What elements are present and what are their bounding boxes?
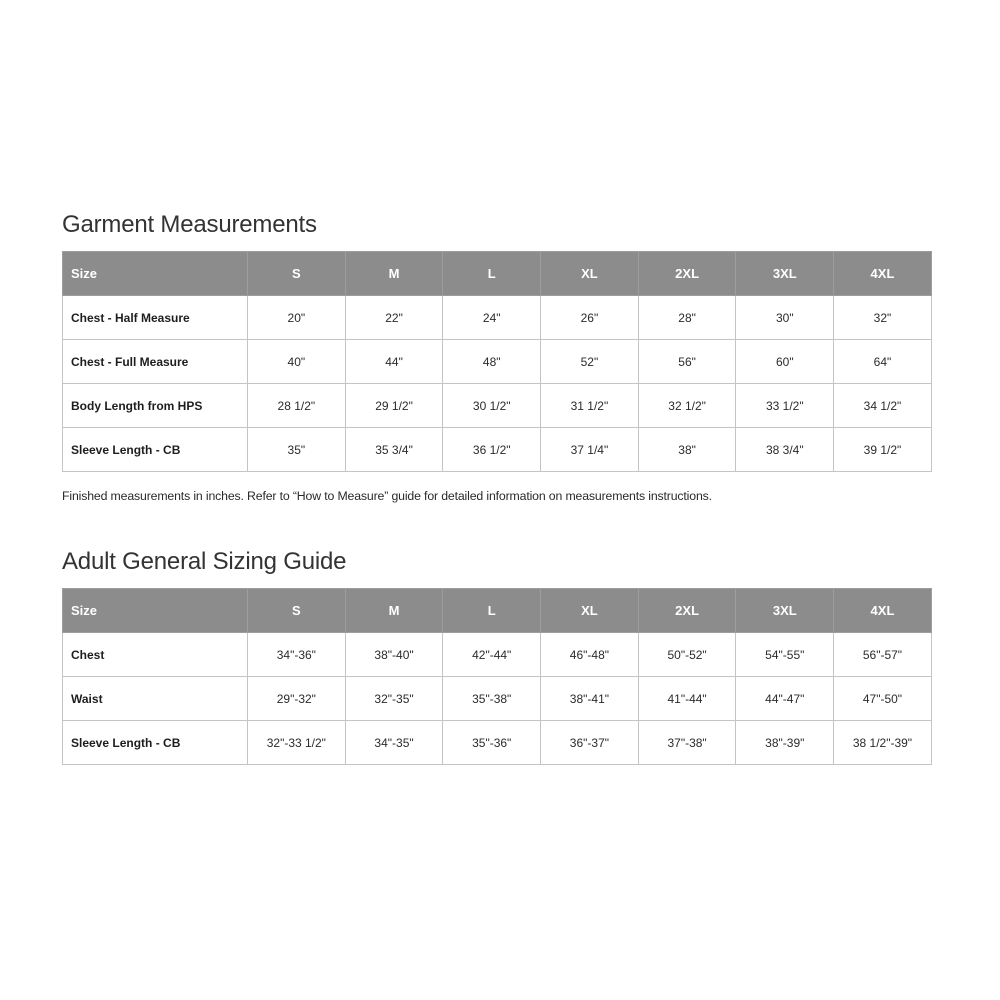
table-cell: 26" <box>541 296 639 340</box>
header-cell-2xl: 2XL <box>638 589 736 633</box>
row-label: Body Length from HPS <box>63 384 248 428</box>
table-row <box>63 340 932 384</box>
table-cell: 34"-35" <box>345 721 443 765</box>
table-cell: 38"-41" <box>541 677 639 721</box>
table-cell: 41"-44" <box>638 677 736 721</box>
table-cell: 42"-44" <box>443 633 541 677</box>
table-row <box>63 428 932 472</box>
table-cell: 34"-36" <box>248 633 346 677</box>
table-cell: 48" <box>443 340 541 384</box>
table-cell: 40" <box>248 340 346 384</box>
table-cell: 22" <box>345 296 443 340</box>
table-cell: 36 1/2" <box>443 428 541 472</box>
adult-sizing-guide-title: Adult General Sizing Guide <box>62 548 347 575</box>
table-cell: 37 1/4" <box>541 428 639 472</box>
row-label: Sleeve Length - CB <box>63 428 248 472</box>
table-cell: 47"-50" <box>834 677 932 721</box>
table-cell: 60" <box>736 340 834 384</box>
table-cell: 44" <box>345 340 443 384</box>
row-label: Chest - Full Measure <box>63 340 248 384</box>
table-cell: 32"-35" <box>345 677 443 721</box>
garment-measurements-title: Garment Measurements <box>62 211 317 238</box>
table-cell: 20" <box>248 296 346 340</box>
header-cell-l: L <box>443 589 541 633</box>
table-header-row <box>63 589 932 633</box>
header-cell-s: S <box>248 252 346 296</box>
table-row <box>63 677 932 721</box>
table-cell: 50"-52" <box>638 633 736 677</box>
table-cell: 28 1/2" <box>248 384 346 428</box>
table-cell: 56"-57" <box>834 633 932 677</box>
table-row <box>63 633 932 677</box>
table-cell: 64" <box>834 340 932 384</box>
table-cell: 32"-33 1/2" <box>248 721 346 765</box>
header-cell-size: Size <box>63 589 248 633</box>
table-cell: 38" <box>638 428 736 472</box>
row-label: Chest <box>63 633 248 677</box>
table-cell: 31 1/2" <box>541 384 639 428</box>
table-cell: 54"-55" <box>736 633 834 677</box>
table-cell: 38 3/4" <box>736 428 834 472</box>
table-cell: 38"-39" <box>736 721 834 765</box>
table-cell: 35" <box>248 428 346 472</box>
table-row <box>63 721 932 765</box>
header-cell-size: Size <box>63 252 248 296</box>
table-cell: 37"-38" <box>638 721 736 765</box>
table-cell: 32 1/2" <box>638 384 736 428</box>
table-cell: 56" <box>638 340 736 384</box>
measurement-footnote: Finished measurements in inches. Refer to “How to Measure” guide for detailed information on measurements instructions. <box>62 489 712 503</box>
table-cell: 35"-36" <box>443 721 541 765</box>
row-label: Waist <box>63 677 248 721</box>
header-cell-4xl: 4XL <box>834 589 932 633</box>
table-cell: 38"-40" <box>345 633 443 677</box>
header-cell-xl: XL <box>541 589 639 633</box>
table-cell: 29"-32" <box>248 677 346 721</box>
table-cell: 35"-38" <box>443 677 541 721</box>
table-cell: 35 3/4" <box>345 428 443 472</box>
garment-measurements-table <box>62 251 932 472</box>
header-cell-xl: XL <box>541 252 639 296</box>
header-cell-m: M <box>345 589 443 633</box>
table-cell: 52" <box>541 340 639 384</box>
table-cell: 29 1/2" <box>345 384 443 428</box>
table-cell: 34 1/2" <box>834 384 932 428</box>
table-cell: 36"-37" <box>541 721 639 765</box>
header-cell-s: S <box>248 589 346 633</box>
header-cell-4xl: 4XL <box>834 252 932 296</box>
row-label: Sleeve Length - CB <box>63 721 248 765</box>
header-cell-3xl: 3XL <box>736 589 834 633</box>
table-cell: 39 1/2" <box>834 428 932 472</box>
row-label: Chest - Half Measure <box>63 296 248 340</box>
table-cell: 24" <box>443 296 541 340</box>
table-cell: 30" <box>736 296 834 340</box>
table-cell: 30 1/2" <box>443 384 541 428</box>
table-cell: 32" <box>834 296 932 340</box>
table-cell: 33 1/2" <box>736 384 834 428</box>
table-cell: 28" <box>638 296 736 340</box>
table-cell: 44"-47" <box>736 677 834 721</box>
table-row <box>63 296 932 340</box>
header-cell-2xl: 2XL <box>638 252 736 296</box>
header-cell-l: L <box>443 252 541 296</box>
table-cell: 38 1/2"-39" <box>834 721 932 765</box>
header-cell-m: M <box>345 252 443 296</box>
table-cell: 46"-48" <box>541 633 639 677</box>
table-row <box>63 384 932 428</box>
table-header-row <box>63 252 932 296</box>
adult-sizing-guide-table <box>62 588 932 765</box>
header-cell-3xl: 3XL <box>736 252 834 296</box>
